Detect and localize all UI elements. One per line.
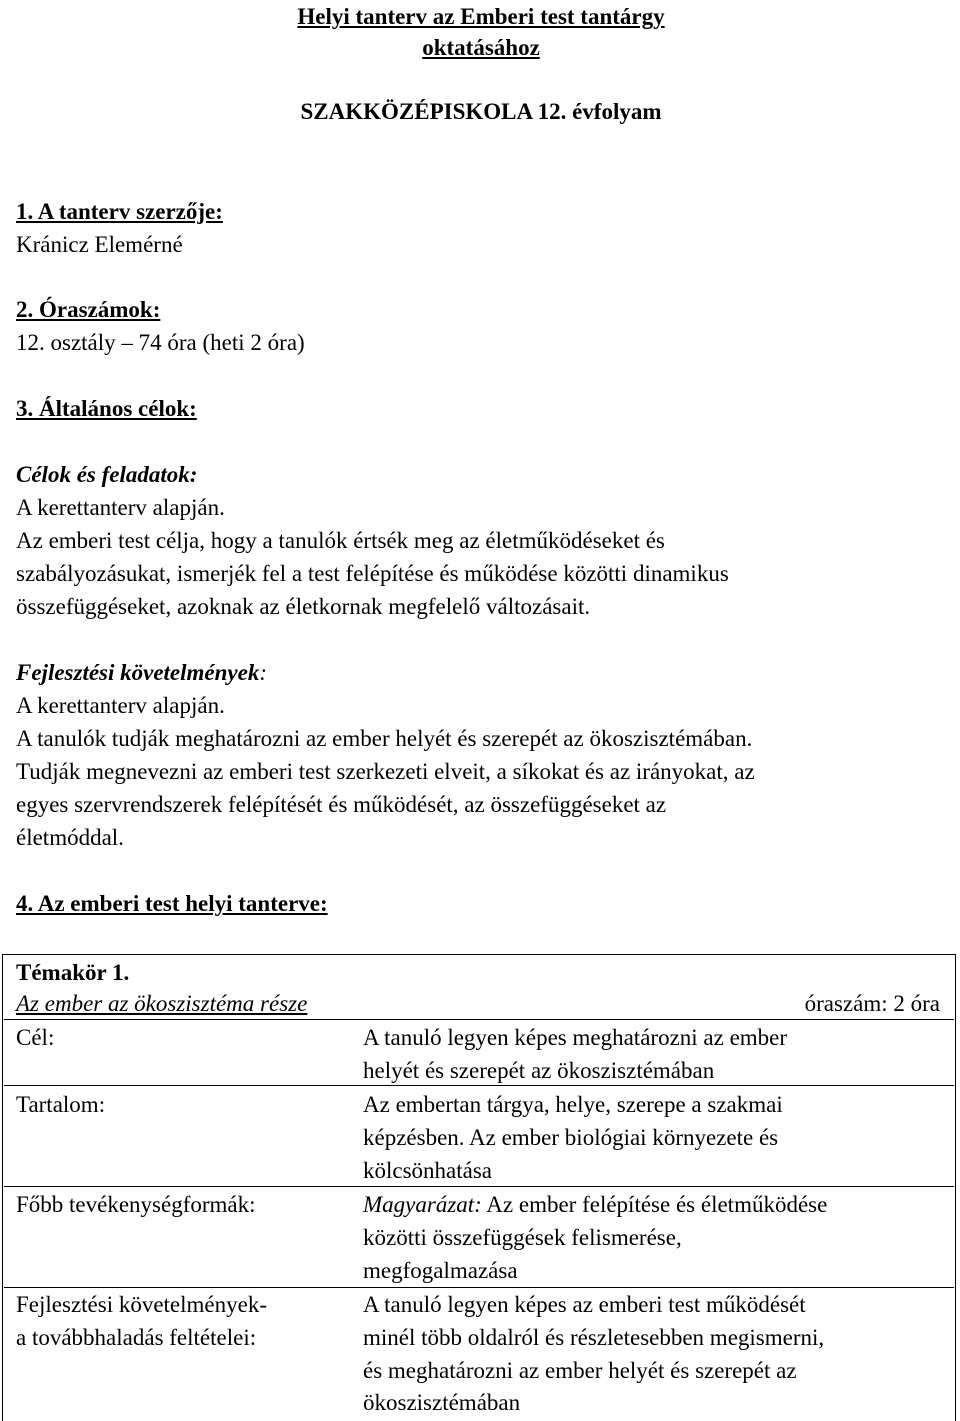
- row-value-activities-line3: megfogalmazása: [363, 1258, 518, 1283]
- row-value-activities-line1: [363, 1188, 948, 1221]
- hours-text: 12. osztály – 74 óra (heti 2 óra): [16, 330, 305, 355]
- goals-heading: Célok és feladatok:: [16, 462, 198, 487]
- row-label-requirements-line2: a továbbhaladás feltételei:: [16, 1325, 257, 1350]
- row-divider: [4, 1019, 954, 1020]
- row-label-goal: Cél:: [16, 1025, 55, 1050]
- row-label-content: Tartalom:: [16, 1092, 106, 1117]
- row-divider: [4, 1186, 954, 1187]
- goals-text-line2: szabályozásukat, ismerjék fel a test felépítése és működése közötti dinamikus: [16, 561, 729, 586]
- author-name: Kránicz Elemérné: [16, 232, 183, 257]
- goals-text-line3: összefüggéseket, azoknak az életkornak megfelelő változásait.: [16, 594, 591, 619]
- row-value-goal-line2: helyét és szerepét az ökoszisztémában: [363, 1058, 715, 1083]
- row-value-goal-line1: A tanuló legyen képes meghatározni az ember: [363, 1025, 788, 1050]
- row-label-requirements-line1: Fejlesztési követelmények-: [16, 1292, 268, 1317]
- dev-text-line1: A tanulók tudják meghatározni az ember helyét és szerepét az ökoszisztémában.: [16, 726, 753, 751]
- goals-text-line1: Az emberi test célja, hogy a tanulók értsék meg az életműködéseket és: [16, 528, 665, 553]
- dev-text-line3: egyes szervrendszerek felépítését és működését, az összefüggéseket az: [16, 792, 667, 817]
- section1-heading: 1. A tanterv szerzője:: [16, 199, 223, 224]
- row-value-requirements-line2: minél több oldalról és részletesebben megismerni,: [363, 1325, 825, 1350]
- row-value-requirements-line4: ökoszisztémában: [363, 1390, 521, 1415]
- dev-text-line2: Tudják megnevezni az emberi test szerkezeti elveit, a síkokat és az irányokat, az: [16, 759, 755, 784]
- document-title-line2: oktatásához: [422, 35, 540, 60]
- row-value-content-line2: képzésben. Az ember biológiai környezete és: [363, 1125, 779, 1150]
- document-title-line1: Helyi tanterv az Emberi test tantárgy: [297, 4, 665, 29]
- topic-hours: óraszám: 2 óra: [804, 991, 940, 1016]
- dev-heading: Fejlesztési követelmények: [16, 660, 260, 685]
- dev-text-line4: életmóddal.: [16, 825, 124, 850]
- section3-heading: 3. Általános célok:: [16, 396, 197, 421]
- section4-heading: 4. Az emberi test helyi tanterve:: [16, 891, 328, 916]
- goals-basis: A kerettanterv alapján.: [16, 495, 225, 520]
- row-value-requirements-line3: és meghatározni az ember helyét és szerepét az: [363, 1358, 797, 1383]
- row-label-activities: Főbb tevékenységformák:: [16, 1192, 256, 1217]
- row-value-activities-line2: közötti összefüggések felismerése,: [363, 1225, 682, 1250]
- row-divider: [4, 1085, 954, 1086]
- row-value-content-line3: kölcsönhatása: [363, 1158, 493, 1183]
- topic-number: Témakör 1.: [16, 960, 130, 985]
- activities-text: Az ember felépítése és életműködése: [481, 1192, 828, 1217]
- section2-heading: 2. Óraszámok:: [16, 297, 161, 322]
- dev-basis: A kerettanterv alapján.: [16, 693, 225, 718]
- document-subtitle: SZAKKÖZÉPISKOLA 12. évfolyam: [300, 99, 662, 124]
- topic-name: Az ember az ökoszisztéma része: [16, 991, 308, 1016]
- dev-heading-wrap: [16, 656, 267, 689]
- explanation-label: Magyarázat:: [363, 1192, 482, 1217]
- dev-heading-colon: :: [259, 660, 268, 685]
- row-value-content-line1: Az embertan tárgya, helye, szerepe a szakmai: [363, 1092, 783, 1117]
- row-value-requirements-line1: A tanuló legyen képes az emberi test működését: [363, 1292, 806, 1317]
